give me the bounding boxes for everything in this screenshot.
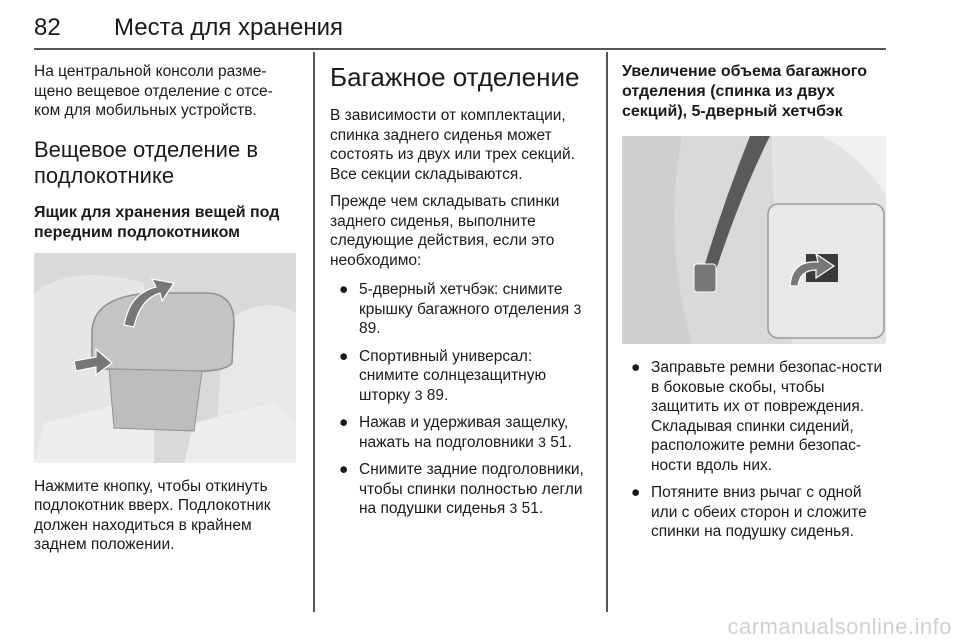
page-reference[interactable]: 89. — [422, 386, 449, 404]
column-divider-2 — [606, 52, 608, 612]
section-heading-fold-seats: Увеличение объема багажного отделения (спинка из двух секций), 5-дверный хетчбэк — [622, 63, 868, 120]
luggage-paragraph-2: Прежде чем складывать спинки заднего сиденья, выполните следующие действия, если это необходимо: — [330, 193, 560, 269]
list-item: ● Потяните вниз рычаг с одной или с обеих сторон и сложите спинки на подушку сиденья. — [631, 484, 867, 540]
bullet-icon: ● — [339, 347, 349, 365]
column-1 — [34, 62, 296, 555]
list-item: ● Заправьте ремни безопас-ности в боковые скобы, чтобы защитить их от повреждения. Складывая спинки сидений, расположите ремни безопас-ности вдоль них. — [631, 359, 883, 474]
page-reference-icon: 3 — [414, 386, 423, 403]
armrest-illustration — [34, 253, 296, 463]
watermark: carmanualsonline.info — [727, 614, 952, 639]
column-divider-1 — [313, 52, 315, 612]
header-rule — [34, 48, 886, 50]
subheading-armrest-box: Ящик для хранения вещей под передним подлокотником — [34, 203, 280, 241]
page-reference[interactable]: 51. — [545, 433, 572, 451]
list-item: ● 5-дверный хетчбэк: снимите крышку багажного отделения 3 89. — [339, 281, 582, 337]
seatback-lever-illustration — [622, 136, 886, 344]
page-reference[interactable]: 89. — [359, 320, 381, 337]
column-2 — [330, 62, 592, 527]
page-reference-icon: 3 — [538, 433, 546, 450]
list-item: ● Спортивный универсал: снимите солнцезащитную шторку 3 89. — [339, 347, 547, 404]
bullet-icon: ● — [631, 359, 641, 376]
page-header — [34, 8, 886, 48]
page-reference-icon: 3 — [509, 500, 518, 516]
list-item: ● Нажав и удерживая защелку, нажать на подголовники 3 51. — [339, 414, 572, 451]
page-reference-icon: 3 — [573, 300, 582, 317]
column-3 — [622, 62, 886, 550]
armrest-caption: Нажмите кнопку, чтобы откинуть подлокотник вверх. Подлокотник должен находиться в крайнем заднем положении. — [34, 477, 271, 553]
page-reference[interactable]: 51. — [517, 500, 544, 517]
bullet-icon: ● — [339, 281, 349, 298]
section-heading-armrest: Вещевое отделение в подлокотнике — [34, 136, 259, 188]
bullet-icon: ● — [339, 414, 349, 431]
section-heading-luggage: Багажное отделение — [330, 62, 580, 92]
page-title: Места для хранения — [114, 14, 343, 41]
list-item: ● Снимите задние подголовники, чтобы спинки полностью легли на подушки сиденья 3 51. — [339, 461, 584, 517]
intro-paragraph: На центральной консоли разме-щено вещевое отделение с отсе-ком для мобильных устройств. — [34, 63, 273, 119]
page-number: 82 — [34, 14, 61, 41]
fold-steps-list — [622, 358, 886, 542]
bullet-icon: ● — [631, 484, 641, 501]
luggage-steps-list — [330, 280, 592, 519]
bullet-icon: ● — [339, 461, 349, 478]
luggage-paragraph-1: В зависимости от комплектации, спинка заднего сиденья может состоять из двух или трех секций. Все секции складываются. — [330, 107, 575, 183]
